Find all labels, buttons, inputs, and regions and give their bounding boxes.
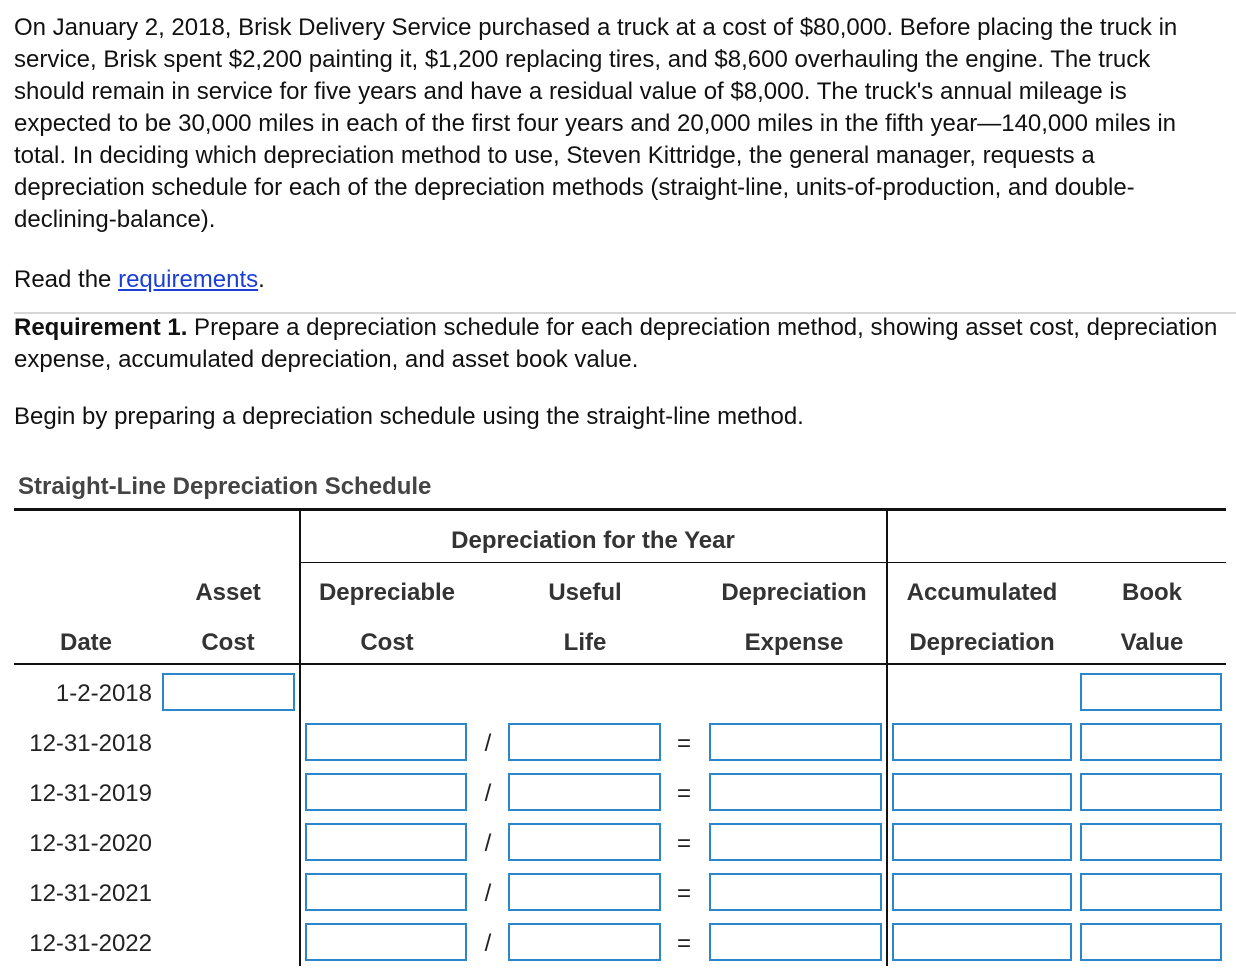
schedule-title: Straight-Line Depreciation Schedule: [18, 473, 432, 500]
depreciation-expense-input[interactable]: [709, 823, 882, 861]
divide-sign: /: [484, 830, 492, 857]
date-cell: 12-31-2021: [29, 880, 152, 907]
accumulated-depreciation-input[interactable]: [892, 773, 1072, 811]
equals-sign: =: [676, 880, 691, 907]
header-dep-cost: Cost: [360, 629, 414, 656]
useful-life-input[interactable]: [508, 723, 661, 761]
accumulated-depreciation-input[interactable]: [892, 873, 1072, 911]
header-depreciation-for-year: Depreciation for the Year: [451, 527, 735, 554]
depreciable-cost-input[interactable]: [305, 723, 467, 761]
header-depreciation: Depreciation: [721, 579, 867, 606]
equals-sign: =: [676, 730, 691, 757]
depreciable-cost-input[interactable]: [305, 873, 467, 911]
requirement-label: Requirement 1.: [14, 314, 188, 341]
depreciable-cost-input[interactable]: [305, 923, 467, 961]
equals-sign: =: [676, 780, 691, 807]
column-divider-2: [886, 511, 888, 966]
book-value-input[interactable]: [1080, 923, 1222, 961]
accumulated-depreciation-input[interactable]: [892, 723, 1072, 761]
header-asset: Asset: [195, 579, 261, 606]
header-book: Book: [1122, 579, 1182, 606]
table-top-rule: [14, 508, 1226, 511]
useful-life-input[interactable]: [508, 773, 661, 811]
divide-sign: /: [484, 730, 492, 757]
header-expense: Expense: [744, 629, 844, 656]
depreciation-expense-input[interactable]: [709, 873, 882, 911]
header-useful: Useful: [548, 579, 622, 606]
requirements-link[interactable]: requirements: [118, 266, 259, 293]
useful-life-input[interactable]: [508, 873, 661, 911]
divide-sign: /: [484, 780, 492, 807]
asset-cost-input[interactable]: [162, 673, 295, 711]
read-requirements-line: [14, 264, 265, 296]
header-bottom-rule: [14, 663, 1226, 665]
group-header-rule: [300, 562, 1226, 563]
accumulated-depreciation-input[interactable]: [892, 823, 1072, 861]
useful-life-input[interactable]: [508, 923, 661, 961]
header-accumulated: Accumulated: [906, 579, 1058, 606]
depreciation-expense-input[interactable]: [709, 773, 882, 811]
depreciation-expense-input[interactable]: [709, 923, 882, 961]
header-depreciable: Depreciable: [318, 579, 456, 606]
divide-sign: /: [484, 880, 492, 907]
header-life: Life: [563, 629, 607, 656]
date-cell: 12-31-2022: [29, 930, 152, 957]
header-date: Date: [59, 629, 113, 656]
depreciable-cost-input[interactable]: [305, 823, 467, 861]
depreciable-cost-input[interactable]: [305, 773, 467, 811]
instruction: Begin by preparing a depreciation schedule using the straight-line method.: [14, 403, 804, 430]
depreciation-expense-input[interactable]: [709, 723, 882, 761]
book-value-input[interactable]: [1080, 723, 1222, 761]
header-accum-depreciation: Depreciation: [909, 629, 1055, 656]
book-value-input[interactable]: [1080, 873, 1222, 911]
book-value-input[interactable]: [1080, 773, 1222, 811]
divide-sign: /: [484, 930, 492, 957]
equals-sign: =: [676, 930, 691, 957]
accumulated-depreciation-input[interactable]: [892, 923, 1072, 961]
header-cost: Cost: [201, 629, 255, 656]
requirement-text: Prepare a depreciation schedule for each depreciation method, showing asset cost, depreciation expense, accumulated depreciation, and asset book value.: [14, 314, 1218, 373]
date-cell: 12-31-2018: [29, 730, 152, 757]
date-cell: 12-31-2020: [29, 830, 152, 857]
requirement-1: [14, 312, 1226, 376]
problem-statement: On January 2, 2018, Brisk Delivery Service purchased a truck at a cost of $80,000. Before placing the truck in service, Brisk spent $2,200 painting it, $1,200 replacing tires, and $8,600 overhauling the engine. The truck should remain in service for five years and have a residual value of $8,000. The truck's annual mileage is expected to be 30,000 miles in each of the first four years and 20,000 miles in the fifth year—140,000 miles in total. In deciding which depreciation method to use, Steven Kittridge, the general manager, requests a depreciation schedule for each of the depreciation methods (straight-line, units-of-production, and double-declining-balance).: [14, 14, 1178, 233]
date-cell: 1-2-2018: [55, 680, 152, 707]
book-value-input[interactable]: [1080, 823, 1222, 861]
initial-book-value-input[interactable]: [1080, 673, 1222, 711]
header-value: Value: [1120, 629, 1184, 656]
read-prefix: Read the: [14, 266, 119, 293]
useful-life-input[interactable]: [508, 823, 661, 861]
equals-sign: =: [676, 830, 691, 857]
read-suffix: .: [258, 266, 265, 293]
date-cell: 12-31-2019: [29, 780, 152, 807]
